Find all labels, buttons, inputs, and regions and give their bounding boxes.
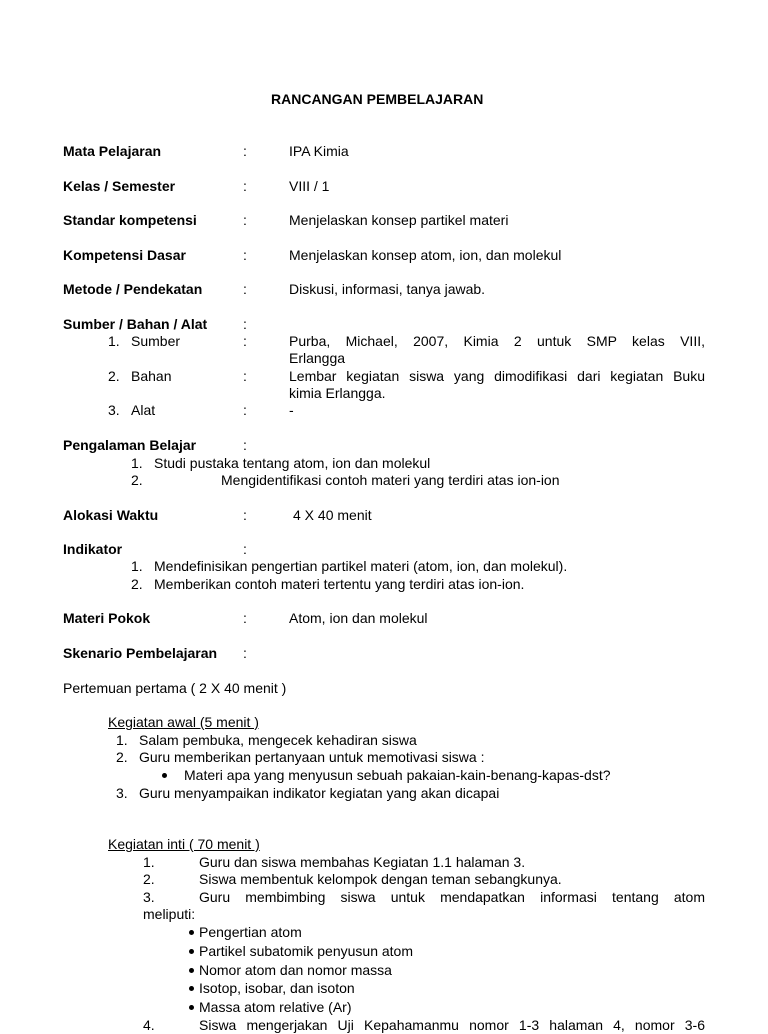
bullet-icon	[189, 930, 194, 935]
list-item-number: 1.	[131, 558, 143, 574]
sumber-item-label: Alat	[131, 402, 156, 418]
field-value-alokasi: 4 X 40 menit	[293, 507, 372, 523]
field-label-skenario: Skenario Pembelajaran	[63, 645, 218, 661]
page-title: RANCANGAN PEMBELAJARAN	[271, 91, 484, 107]
list-item-number: 1.	[116, 732, 128, 748]
list-item: Massa atom relative (Ar)	[199, 999, 352, 1015]
sumber-item-value-line: Erlangga	[289, 350, 346, 366]
colon: :	[243, 178, 247, 194]
field-label-sumber: Sumber / Bahan / Alat	[63, 316, 208, 332]
field-value-kompetensi-dasar: Menjelaskan konsep atom, ion, dan molekul	[289, 247, 562, 263]
colon: :	[243, 368, 247, 384]
list-item: Isotop, isobar, dan isoton	[199, 980, 355, 996]
sumber-item-label: Sumber	[131, 333, 181, 349]
pertemuan-heading: Pertemuan pertama ( 2 X 40 menit )	[63, 680, 287, 696]
colon: :	[243, 247, 247, 263]
colon: :	[243, 402, 247, 418]
list-item-number: 4.	[143, 1017, 155, 1033]
list-item-number: 2.	[143, 871, 155, 887]
colon: :	[243, 645, 247, 661]
field-label-standar: Standar kompetensi	[63, 212, 197, 228]
list-item: Salam pembuka, mengecek kehadiran siswa	[139, 732, 417, 748]
colon: :	[243, 143, 247, 159]
colon: :	[243, 281, 247, 297]
sumber-item-value-line: Lembar kegiatan siswa yang dimodifikasi dari kegiatan Buku	[289, 368, 705, 384]
sumber-item-value-line: kimia Erlangga.	[289, 385, 386, 401]
bullet-icon	[189, 949, 194, 954]
colon: :	[243, 333, 247, 349]
list-item-number: 1.	[143, 854, 155, 870]
list-item: Pengertian atom	[199, 924, 302, 940]
list-item: Materi apa yang menyusun sebuah pakaian-kain-benang-kapas-dst?	[184, 767, 611, 783]
sumber-item-value-line: -	[289, 402, 294, 418]
bullet-icon	[189, 986, 194, 991]
list-item-number: 1.	[108, 333, 120, 349]
list-item-number: 2.	[131, 472, 143, 488]
list-item: Guru membimbing siswa untuk mendapatkan informasi tentang atom	[199, 889, 705, 905]
field-value-materi: Atom, ion dan molekul	[289, 610, 428, 626]
list-item-number: 3.	[108, 402, 120, 418]
field-value-standar: Menjelaskan konsep partikel materi	[289, 212, 509, 228]
list-item-number: 2.	[116, 749, 128, 765]
bullet-icon	[189, 1005, 194, 1010]
list-item: Nomor atom dan nomor massa	[199, 962, 392, 978]
list-item-continuation: meliputi:	[143, 906, 196, 922]
list-item: Studi pustaka tentang atom, ion dan molekul	[154, 455, 431, 471]
bullet-icon	[162, 773, 167, 778]
list-item-number: 2.	[108, 368, 120, 384]
list-item: Mengidentifikasi contoh materi yang terdiri atas ion-ion	[221, 472, 560, 488]
sumber-item-value-line: Purba, Michael, 2007, Kimia 2 untuk SMP kelas VIII,	[289, 333, 705, 349]
list-item: Mendefinisikan pengertian partikel materi (atom, ion, dan molekul).	[154, 558, 568, 574]
field-label-indikator: Indikator	[63, 541, 123, 557]
colon: :	[243, 212, 247, 228]
sumber-item-label: Bahan	[131, 368, 172, 384]
field-value-mata-pelajaran: IPA Kimia	[289, 143, 349, 159]
colon: :	[243, 541, 247, 557]
field-label-alokasi: Alokasi Waktu	[63, 507, 159, 523]
list-item: Guru menyampaikan indikator kegiatan yang akan dicapai	[139, 785, 500, 801]
list-item: Partikel subatomik penyusun atom	[199, 943, 413, 959]
list-item: Siswa membentuk kelompok dengan teman sebangkunya.	[199, 871, 562, 887]
field-label-mata-pelajaran: Mata Pelajaran	[63, 143, 162, 159]
field-label-metode: Metode / Pendekatan	[63, 281, 203, 297]
list-item-number: 2.	[131, 576, 143, 592]
field-value-metode: Diskusi, informasi, tanya jawab.	[289, 281, 486, 297]
list-item: Guru dan siswa membahas Kegiatan 1.1 halaman 3.	[199, 854, 526, 870]
colon: :	[243, 507, 247, 523]
colon: :	[243, 437, 247, 453]
list-item-number: 3.	[116, 785, 128, 801]
list-item: Siswa mengerjakan Uji Kepahamanmu nomor 1-3 halaman 4, nomor 3-6	[199, 1017, 705, 1033]
colon: :	[243, 610, 247, 626]
list-item: Guru memberikan pertanyaan untuk memotivasi siswa :	[139, 749, 485, 765]
field-label-kelas: Kelas / Semester	[63, 178, 176, 194]
field-label-materi: Materi Pokok	[63, 610, 151, 626]
list-item-number: 3.	[143, 889, 155, 905]
bullet-icon	[189, 968, 194, 973]
kegiatan-awal-heading: Kegiatan awal (5 menit )	[108, 714, 259, 730]
field-label-pengalaman: Pengalaman Belajar	[63, 437, 197, 453]
colon: :	[243, 316, 247, 332]
list-item-number: 1.	[131, 455, 143, 471]
kegiatan-inti-heading: Kegiatan inti ( 70 menit )	[108, 836, 260, 852]
list-item: Memberikan contoh materi tertentu yang terdiri atas ion-ion.	[154, 576, 525, 592]
field-label-kompetensi-dasar: Kompetensi Dasar	[63, 247, 186, 263]
field-value-kelas: VIII / 1	[289, 178, 330, 194]
